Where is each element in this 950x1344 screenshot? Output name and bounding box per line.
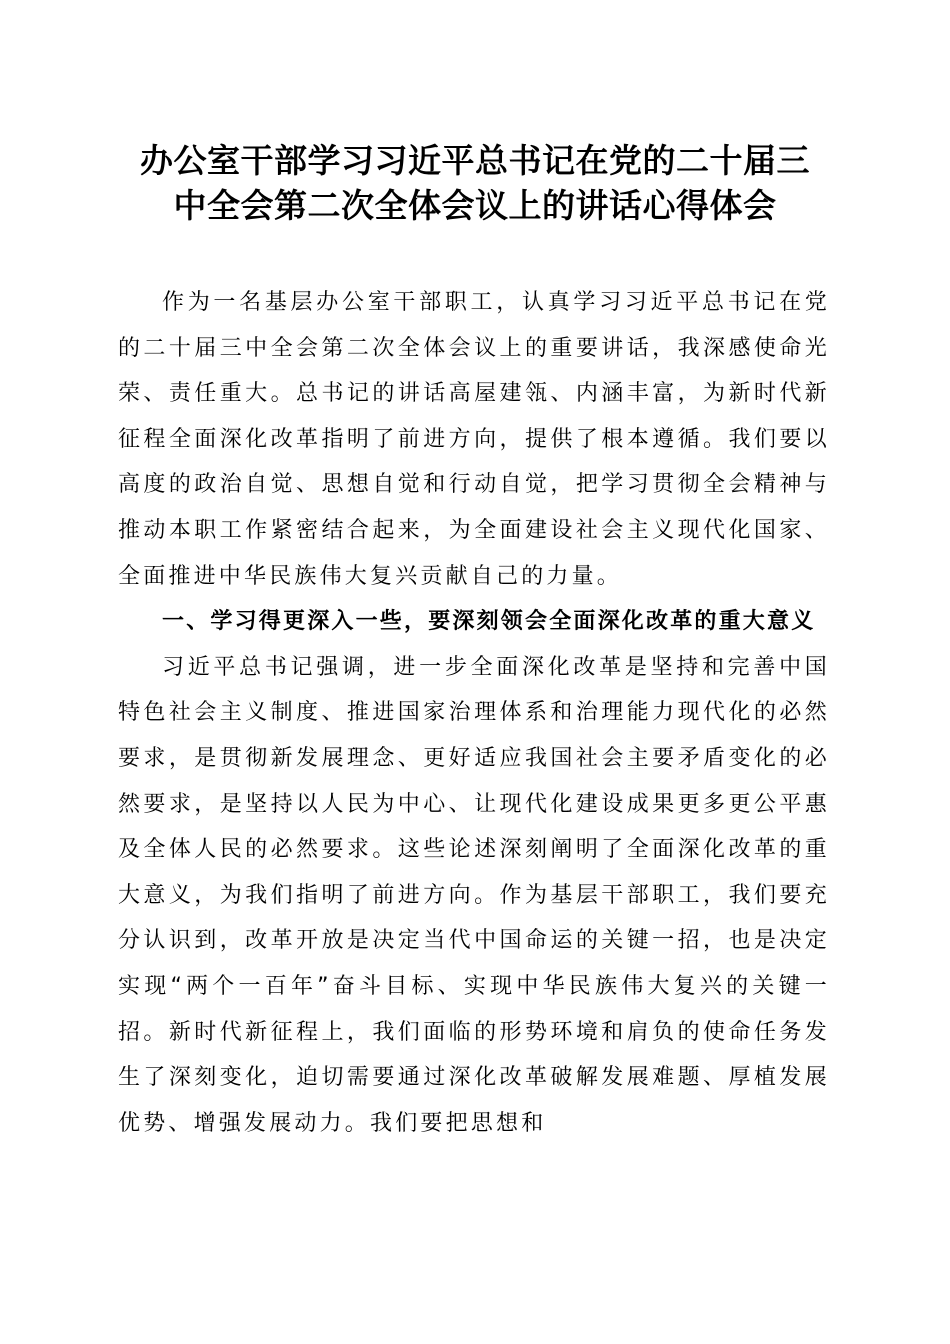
intro-paragraph: 作为一名基层办公室干部职工，认真学习习近平总书记在党的二十届三中全会第二次全体会议上的重要讲话，我深感使命光荣、责任重大。总书记的讲话高屋建瓴、内涵丰富，为新时代新征程全面深化改革指明了前进方向，提供了根本遵循。我们要以高度的政治自觉、思想自觉和行动自觉，把学习贯彻全会精神与推动本职工作紧密结合起来，为全面建设社会主义现代化国家、全面推进中华民族伟大复兴贡献自己的力量。	[118, 290, 830, 589]
section-1-paragraph: 习近平总书记强调，进一步全面深化改革是坚持和完善中国特色社会主义制度、推进国家治理体系和治理能力现代化的必然要求，是贯彻新发展理念、更好适应我国社会主要矛盾变化的必然要求，是坚持以人民为中心、让现代化建设成果更多更公平惠及全体人民的必然要求。这些论述深刻阐明了全面深化改革的重大意义，为我们指明了前进方向。作为基层干部职工，我们要充分认识到，改革开放是决定当代中国命运的关键一招，也是决定实现“两个一百年”奋斗目标、实现中华民族伟大复兴的关键一招。新时代新征程上，我们面临的形势环境和肩负的使命任务发生了深刻变化，迫切需要通过深化改革破解发展难题、厚植发展优势、增强发展动力。我们要把思想和	[118, 654, 830, 1136]
document-title	[100, 138, 850, 228]
section-1-heading: 一、学习得更深入一些，要深刻领会全面深化改革的重大意义	[162, 609, 816, 635]
document-title-line-1: 办公室干部学习习近平总书记在党的二十届三	[140, 141, 810, 180]
document-body	[118, 280, 830, 1146]
document-title-line-2: 中全会第二次全体会议上的讲话心得体会	[173, 186, 777, 225]
